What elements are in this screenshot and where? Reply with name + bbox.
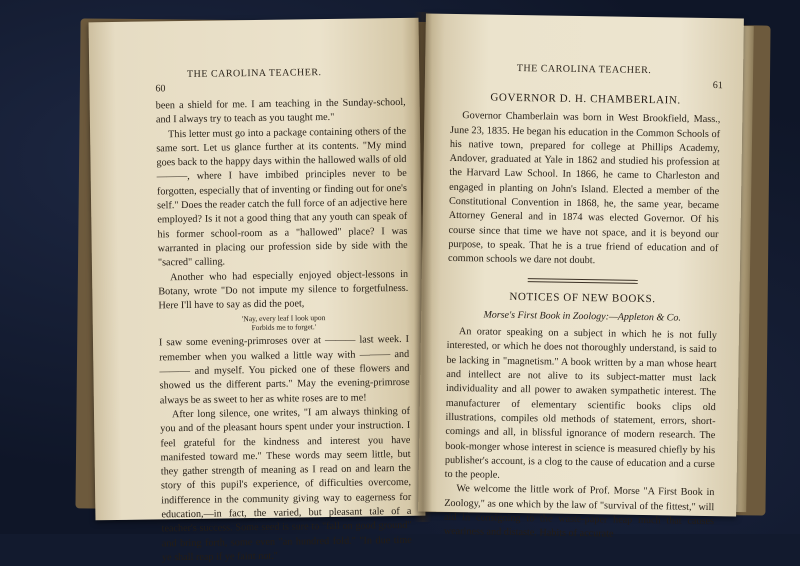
left-paragraph: After long silence, one writes, "I am always thinking of you and of the pleasant hours spent under your instruction. I feel grateful for the kindness and interest you have manifested toward me." These words may seem little, but they gather strength of meaning as I read on and learn the story of this pupil's experience, of difficulties overcome, indifference in the community giving way to eagerness for education,—in fact, the varied, but pleasant tale of a teacher's success. Some seed is sure to "fall on good ground" and bring forth, some even "an hundred fold." "In due time ye shall reap if ye faint not." bbox=[160, 405, 412, 564]
left-paragraph: This letter must go into a package containing others of the same sort. Let us glance further at its contents. "My mind goes back to the happy days within the hallowed walls of old ———, where I have imbibed principles never to be forgotten, especially that of inventing or finding out for one's self." Does the reader catch the full force of an adjective here employed? Is it not a good thing that any youth can speak of his former school-room as a "hallowed" place? I was warranted in placing our profession side by side with the "sacred" calling. bbox=[156, 125, 408, 269]
left-page-body bbox=[156, 96, 412, 566]
open-book bbox=[92, 12, 752, 564]
divider-rule bbox=[528, 278, 638, 284]
notices-title: NOTICES OF NEW BOOKS. bbox=[509, 290, 656, 305]
verse-quote bbox=[159, 312, 409, 333]
notice-paragraph: An orator speaking on a subject in which he is not fully interested, or which he does not thoroughly understand, is said to be lacking in "magnetism." A book written by a man whose heart and intellect are not alive to its subject-matter must lack individuality and all power to awaken sympathetic interest. The manufacturer of elementary scientific books clips old illustrations, compiles old methods of statement, errors, short-comings and all, in blissful ignorance of modern research. The book-monger whose interest in science is measured chiefly by his publisher's account, is a clog to the cause of education and a curse to the people. bbox=[444, 326, 717, 481]
notice-paragraph: We welcome the little work of Prof. Morse "A First Book in Zoology," as one which by the law of "survival of the fittest," will aid in consigning to the waste-paper heap much that causes weariness and distaste. Habits of accurate bbox=[443, 483, 715, 540]
section-paragraph: Governor Chamberlain was born in West Brookfield, Mass., June 23, 1835. He began his education in the Common Schools of his native town, prepared for college at Phillips Academy, Andover, graduated at Yale in 1862 and studied his profession at the Harvard Law School. In 1866, he came to Charleston and engaged in planting on John's Island. Elected a member of the Constitutional Convention in 1868, he, the same year, became Attorney General and in 1874 was elected Governor. Of his course since that time we have not space, and it is beyond our purpose, to speak. That he is a true friend of education and of common schools we dare not doubt. bbox=[447, 110, 721, 267]
left-paragraph: been a shield for me. I am teaching in the Sunday-school, and I always try to teach as you taught me." bbox=[155, 96, 406, 126]
right-running-head: THE CAROLINA TEACHER. bbox=[516, 62, 652, 77]
left-page-number: 60 bbox=[155, 83, 166, 95]
left-paragraph: I saw some evening-primroses over at ——— last week. I remember when you walked a little way with ——— and ——— and myself. You picked one of these flowers and showed us the different parts." May the evening-primrose always be as sweet to her as white roses are to me! bbox=[158, 334, 410, 407]
notice-subtitle: Morse's First Book in Zoology:—Appleton & Co. bbox=[483, 309, 681, 324]
section-title: GOVERNOR D. H. CHAMBERLAIN. bbox=[490, 91, 681, 107]
verse-line: 'Nay, every leaf I look upon bbox=[241, 313, 326, 324]
left-running-head: THE CAROLINA TEACHER. bbox=[186, 67, 322, 80]
right-page bbox=[418, 14, 744, 540]
verse-line: Forbids me to forget.' bbox=[251, 322, 317, 333]
left-paragraph: Another who had especially enjoyed object-lessons in Botany, wrote "Do not impute my silence to forgetfulness. Here I'll have to say as did the poet, bbox=[158, 268, 409, 312]
right-page-body bbox=[444, 88, 721, 544]
left-page bbox=[89, 18, 426, 564]
right-page-number: 61 bbox=[712, 80, 723, 92]
